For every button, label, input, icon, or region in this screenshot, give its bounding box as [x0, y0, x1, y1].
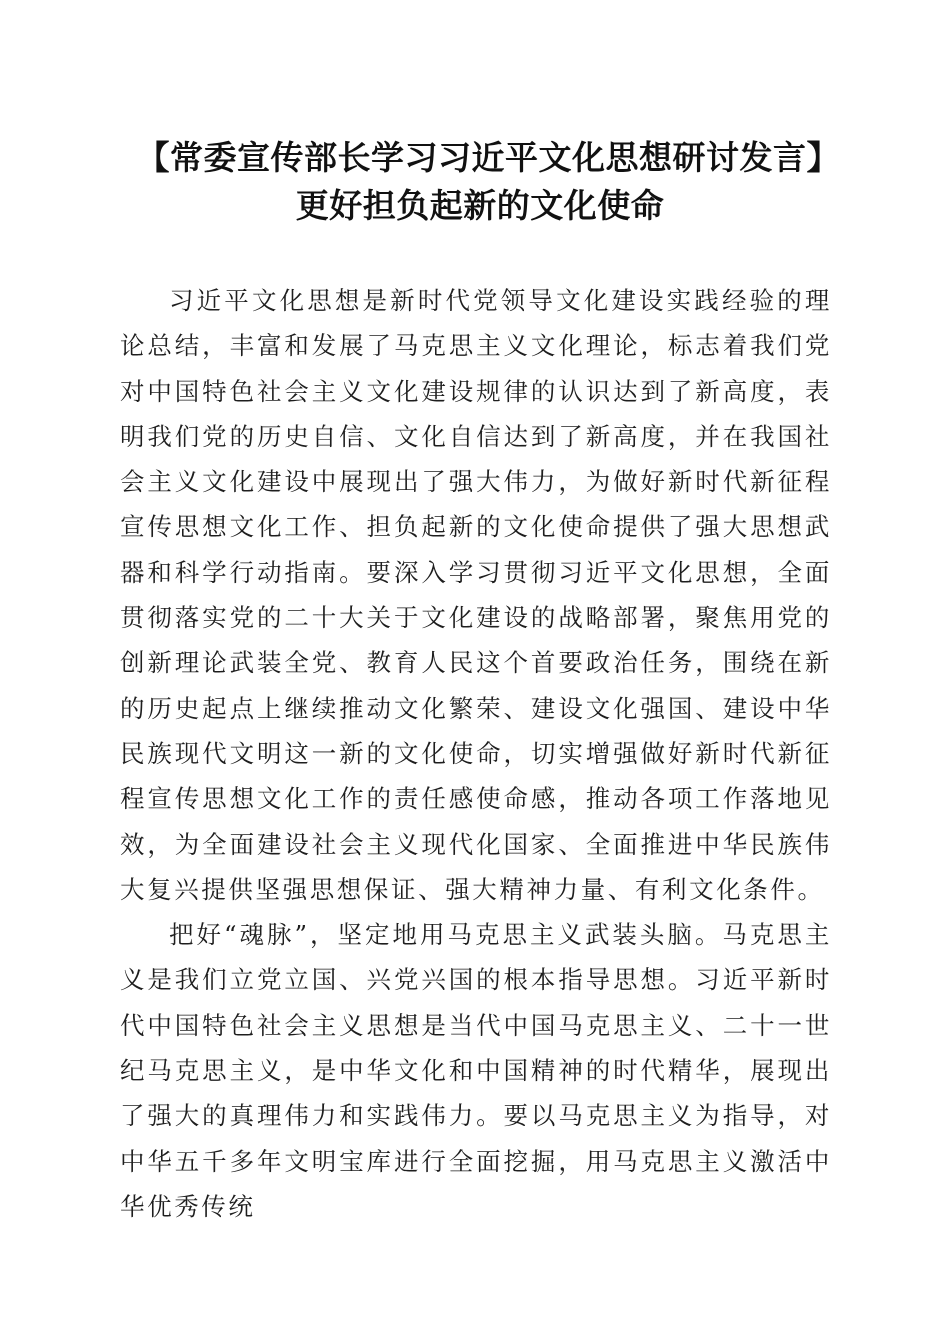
document-body: [120, 278, 832, 1229]
paragraph-1: 习近平文化思想是新时代党领导文化建设实践经验的理论总结，丰富和发展了马克思主义文化理论，标志着我们党对中国特色社会主义文化建设规律的认识达到了新高度，表明我们党的历史自信、文化自信达到了新高度，并在我国社会主义文化建设中展现出了强大伟力，为做好新时代新征程宣传思想文化工作、担负起新的文化使命提供了强大思想武器和科学行动指南。要深入学习贯彻习近平文化思想，全面贯彻落实党的二十大关于文化建设的战略部署，聚焦用党的创新理论武装全党、教育人民这个首要政治任务，围绕在新的历史起点上继续推动文化繁荣、建设文化强国、建设中华民族现代文明这一新的文化使命，切实增强做好新时代新征程宣传思想文化工作的责任感使命感，推动各项工作落地见效，为全面建设社会主义现代化国家、全面推进中华民族伟大复兴提供坚强思想保证、强大精神力量、有利文化条件。: [120, 286, 832, 904]
document-title: 【常委宣传部长学习习近平文化思想研讨发言】更好担负起新的文化使命: [136, 138, 824, 225]
paragraph-2: 把好“魂脉”，坚定地用马克思主义武装头脑。马克思主义是我们立党立国、兴党兴国的根本指导思想。习近平新时代中国特色社会主义思想是当代中国马克思主义、二十一世纪马克思主义，是中华文化和中国精神的时代精华，展现出了强大的真理伟力和实践伟力。要以马克思主义为指导，对中华五千多年文明宝库进行全面挖掘，用马克思主义激活中华优秀传统: [120, 920, 832, 1221]
